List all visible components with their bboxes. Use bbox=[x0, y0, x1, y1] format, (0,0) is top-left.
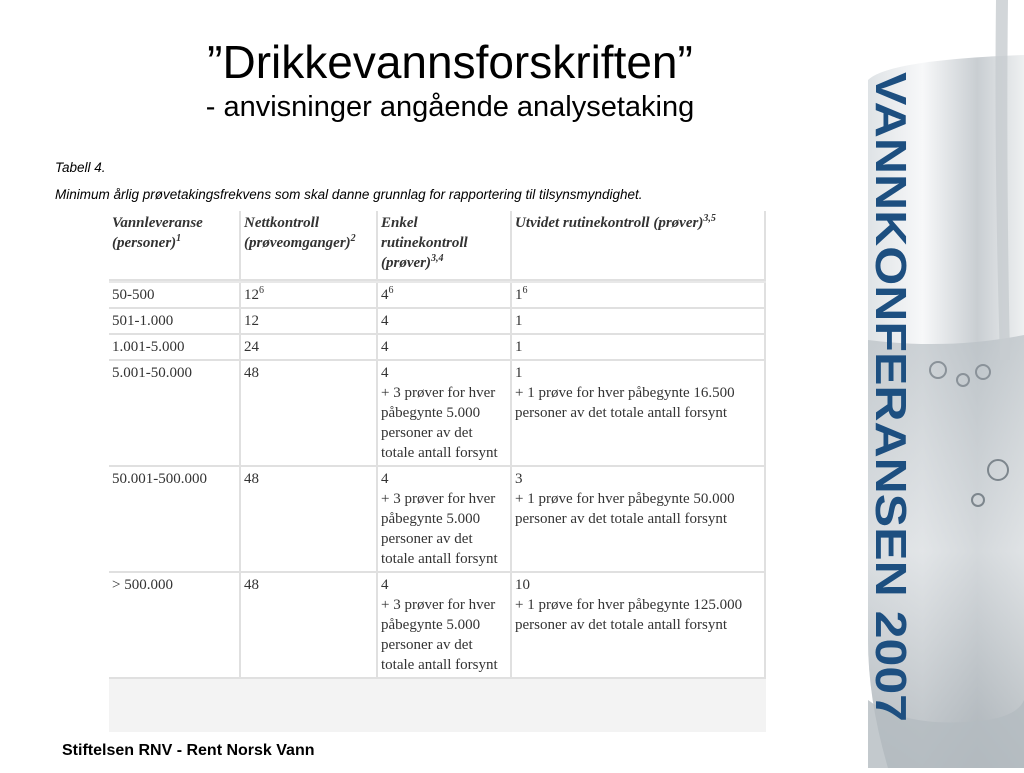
table-cell: 501-1.000 bbox=[109, 309, 241, 335]
table-cell: 3 + 1 prøve for hver påbegynte 50.000 personer av det totale antall forsynt bbox=[512, 467, 766, 573]
table-cell: 4 bbox=[378, 309, 512, 335]
title-subtitle: - anvisninger angående analysetaking bbox=[205, 91, 695, 123]
table-header-row bbox=[109, 211, 766, 281]
table-body bbox=[109, 283, 766, 679]
table-cell: 48 bbox=[241, 361, 378, 467]
table-row bbox=[109, 309, 766, 335]
table-cell: 4 + 3 prøver for hver påbegynte 5.000 personer av det totale antall forsynt bbox=[378, 573, 512, 679]
table-cell: 1 + 1 prøve for hver påbegynte 16.500 personer av det totale antall forsynt bbox=[512, 361, 766, 467]
title-main: ”Drikkevannsforskriften” bbox=[207, 36, 693, 88]
table-cell: 48 bbox=[241, 573, 378, 679]
table-row bbox=[109, 467, 766, 573]
table-cell: $1^6$ bbox=[512, 283, 766, 309]
table-cell: 24 bbox=[241, 335, 378, 361]
table-cell: 50-500 bbox=[109, 283, 241, 309]
water-glass-image bbox=[868, 0, 1024, 768]
table-cell: 50.001-500.000 bbox=[109, 467, 241, 573]
footer-organization: Stiftelsen RNV - Rent Norsk Vann bbox=[62, 742, 315, 759]
table-row bbox=[109, 283, 766, 309]
header-nettkontroll: Nettkontroll (prøveomganger)$^2$ bbox=[241, 211, 378, 281]
table-cell: $4^6$ bbox=[378, 283, 512, 309]
table-cell: 1.001-5.000 bbox=[109, 335, 241, 361]
table-cell: > 500.000 bbox=[109, 573, 241, 679]
table-cell: 10 + 1 prøve for hver påbegynte 125.000 personer av det totale antall forsynt bbox=[512, 573, 766, 679]
table-cell: 1 bbox=[512, 309, 766, 335]
table-caption-description: Minimum årlig prøvetakingsfrekvens som skal danne grunnlag for rapportering til tilsynsmyndighet. bbox=[55, 187, 643, 202]
header-utvidet-rutinekontroll: Utvidet rutinekontroll (prøver)$^{3,5}$ bbox=[512, 211, 766, 281]
table-cell: 12 bbox=[241, 309, 378, 335]
frequency-table-container bbox=[109, 211, 766, 732]
table-cell: 5.001-50.000 bbox=[109, 361, 241, 467]
water-glass-banner bbox=[868, 0, 1024, 768]
frequency-table bbox=[109, 211, 766, 679]
table-cell: 1 bbox=[512, 335, 766, 361]
table-cell: 4 bbox=[378, 335, 512, 361]
table-cell: $12^6$ bbox=[241, 283, 378, 309]
header-vannleveranse: Vannleveranse (personer)$^1$ bbox=[109, 211, 241, 281]
vannkonferansen-banner-text: VANNKONFERANSEN 2007 bbox=[868, 72, 915, 644]
slide-title bbox=[130, 34, 770, 124]
table-row bbox=[109, 361, 766, 467]
header-enkel-rutinekontroll: Enkel rutinekontroll (prøver)$^{3,4}$ bbox=[378, 211, 512, 281]
table-cell: 4 + 3 prøver for hver påbegynte 5.000 personer av det totale antall forsynt bbox=[378, 361, 512, 467]
table-cell: 4 + 3 prøver for hver påbegynte 5.000 personer av det totale antall forsynt bbox=[378, 467, 512, 573]
table-cell: 48 bbox=[241, 467, 378, 573]
table-row bbox=[109, 573, 766, 679]
table-row bbox=[109, 335, 766, 361]
table-caption-label: Tabell 4. bbox=[55, 160, 106, 175]
